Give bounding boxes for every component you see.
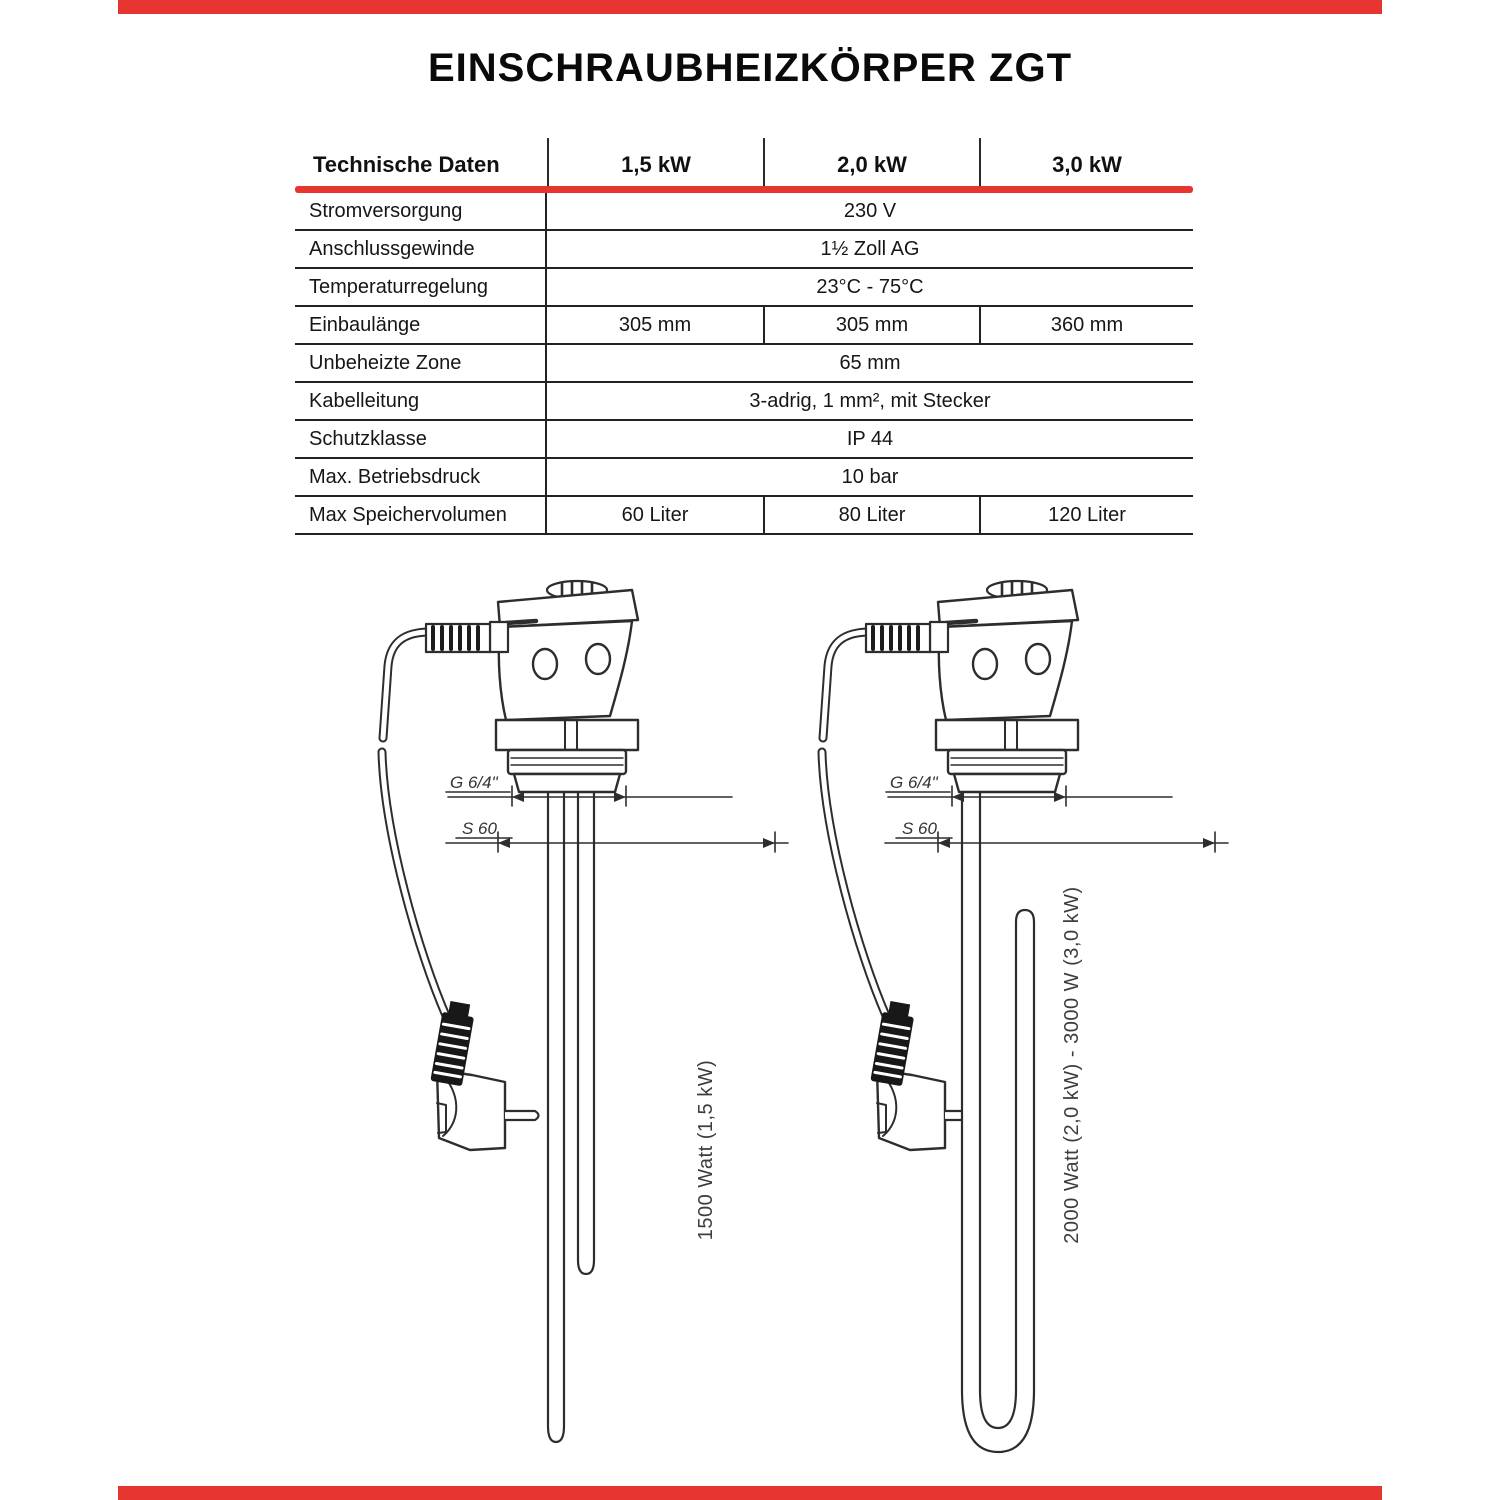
- thread-dimension-label: G 6/4": [890, 773, 938, 792]
- plug-boot: [430, 1000, 476, 1086]
- knob-opening: [973, 649, 997, 679]
- row-value: 65 mm: [839, 351, 901, 374]
- thread-collar: [508, 750, 626, 774]
- row-value: 305 mm: [763, 307, 979, 343]
- table-header-col-2-0kw: 2,0 kW: [763, 138, 979, 186]
- table-row: [295, 459, 1193, 497]
- table-header-label: Technische Daten: [313, 152, 500, 177]
- hex-nut: [496, 720, 638, 750]
- heating-rods: [548, 788, 594, 1442]
- table-row: [295, 269, 1193, 307]
- row-value: 23°C - 75°C: [816, 275, 924, 298]
- plug-boot: [870, 1000, 916, 1086]
- thermostat-head: [866, 581, 1078, 792]
- row-value: 305 mm: [618, 313, 692, 336]
- row-value: 80 Liter: [763, 497, 979, 533]
- row-label: Anschlussgewinde: [295, 231, 547, 267]
- dimension-wrench: [885, 819, 1228, 852]
- knob-opening: [586, 644, 610, 674]
- dimension-wrench: [446, 819, 788, 852]
- table-header-row: [295, 138, 1193, 186]
- row-label: Unbeheizte Zone: [295, 345, 547, 381]
- row-value: 120 Liter: [979, 497, 1193, 533]
- table-row: [295, 307, 1193, 345]
- row-label: Schutzklasse: [295, 421, 547, 457]
- table-header-divider: [295, 186, 1193, 193]
- table-header-col-1-5kw: 1,5 kW: [547, 138, 763, 186]
- row-value: 10 bar: [841, 465, 899, 488]
- thread-dimension-label: G 6/4": [450, 773, 498, 792]
- table-row: [295, 421, 1193, 459]
- wrench-dimension-label: S 60: [462, 819, 497, 838]
- hex-nut: [936, 720, 1078, 750]
- table-row: [295, 231, 1193, 269]
- row-value: 3-adrig, 1 mm², mit Stecker: [749, 389, 991, 412]
- knob-opening: [1026, 644, 1050, 674]
- row-label: Einbaulänge: [295, 307, 547, 343]
- row-value: 60 Liter: [621, 503, 689, 526]
- table-header-col-3-0kw: 3,0 kW: [979, 138, 1193, 186]
- row-value: 1½ Zoll AG: [820, 237, 920, 260]
- row-label: Temperaturregelung: [295, 269, 547, 305]
- knob-opening: [533, 649, 557, 679]
- table-row: [295, 193, 1193, 231]
- power-cable: [382, 632, 447, 1018]
- row-label: Stromversorgung: [295, 193, 547, 229]
- thermostat-head: [426, 581, 638, 792]
- table-row: [295, 383, 1193, 421]
- spec-table: [295, 138, 1193, 535]
- schuko-plug: [430, 1000, 538, 1150]
- page-title: EINSCHRAUBHEIZKÖRPER ZGT: [427, 46, 1073, 90]
- row-label: Kabelleitung: [295, 383, 547, 419]
- plug-pin: [505, 1111, 539, 1120]
- row-value: 230 V: [843, 199, 897, 222]
- heating-element-loop: [962, 788, 1034, 1452]
- row-value: 360 mm: [979, 307, 1193, 343]
- heater-drawing-2-0-3-0kw: [800, 570, 1260, 1480]
- top-red-bar: [118, 0, 1382, 14]
- left-wattage-caption: 1500 Watt (1,5 kW): [695, 1059, 717, 1241]
- table-row: [295, 497, 1193, 535]
- row-value: IP 44: [846, 427, 894, 450]
- bottom-red-bar: [118, 1486, 1382, 1500]
- table-row: [295, 345, 1193, 383]
- heater-drawing-1-5kw: [340, 570, 800, 1480]
- row-label: Max Speichervolumen: [295, 497, 547, 533]
- power-cable: [822, 632, 887, 1018]
- wrench-dimension-label: S 60: [902, 819, 937, 838]
- thread-collar: [948, 750, 1066, 774]
- row-label: Max. Betriebsdruck: [295, 459, 547, 495]
- right-wattage-caption: 2000 Watt (2,0 kW) - 3000 W (3,0 kW): [1061, 886, 1083, 1244]
